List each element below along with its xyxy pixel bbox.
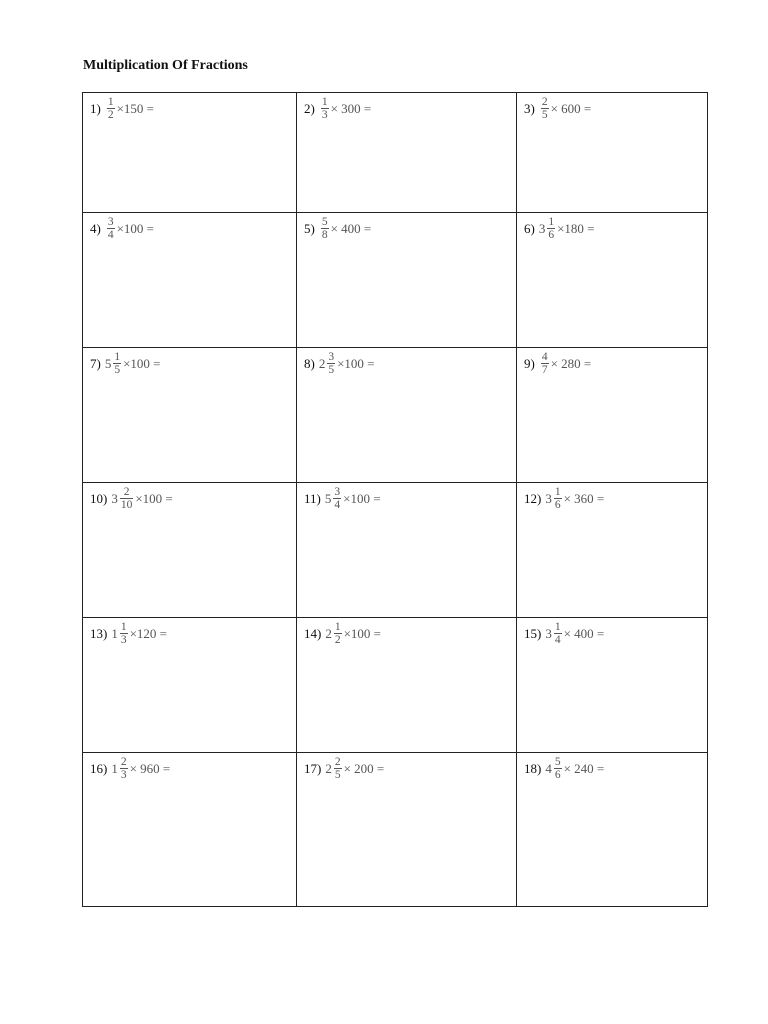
whole-number: 2 xyxy=(318,356,326,371)
numerator: 1 xyxy=(114,351,121,363)
whole-number: 1 xyxy=(111,761,118,776)
problem-expression xyxy=(524,756,604,781)
problem-number: 15) xyxy=(524,626,542,641)
problem-expression xyxy=(304,621,381,646)
numerator: 1 xyxy=(120,621,127,633)
problem-cell xyxy=(517,93,708,213)
problem-cell xyxy=(517,753,708,907)
fraction xyxy=(107,96,115,121)
fraction xyxy=(333,486,341,511)
problem-cell xyxy=(517,618,708,753)
problem-cell xyxy=(83,93,297,213)
denominator: 2 xyxy=(334,634,341,646)
problem-number: 6) xyxy=(524,221,535,236)
multiplier: × 240 = xyxy=(563,761,605,776)
denominator: 6 xyxy=(548,229,555,241)
problem-expression xyxy=(304,351,375,376)
problem-expression xyxy=(90,96,154,121)
problem-number: 12) xyxy=(524,491,542,506)
fraction xyxy=(541,96,549,121)
problem-expression xyxy=(304,756,384,781)
problem-cell xyxy=(83,753,297,907)
problem-expression xyxy=(90,216,154,241)
problem-number: 14) xyxy=(304,626,322,641)
fraction xyxy=(334,621,342,646)
problem-cell xyxy=(297,348,517,483)
problem-expression xyxy=(304,216,371,241)
denominator: 4 xyxy=(554,634,561,646)
problem-cell xyxy=(297,618,517,753)
problem-cell xyxy=(517,348,708,483)
whole-number: 2 xyxy=(325,626,332,641)
problem-expression xyxy=(90,486,173,511)
fraction xyxy=(554,756,562,781)
whole-number: 3 xyxy=(545,626,552,641)
fraction xyxy=(120,756,128,781)
numerator: 3 xyxy=(334,486,341,498)
multiplier: × 300 = xyxy=(330,101,372,116)
numerator: 1 xyxy=(107,96,114,108)
problem-cell xyxy=(83,483,297,618)
denominator: 5 xyxy=(328,364,335,376)
multiplier: ×100 = xyxy=(116,221,155,236)
problem-number: 2) xyxy=(304,101,315,116)
multiplier: × 400 = xyxy=(563,626,605,641)
problem-number: 16) xyxy=(90,761,108,776)
numerator: 5 xyxy=(554,756,561,768)
denominator: 3 xyxy=(120,769,127,781)
numerator: 3 xyxy=(107,216,114,228)
multiplier: × 600 = xyxy=(550,101,592,116)
multiplier: × 360 = xyxy=(563,491,605,506)
problem-expression xyxy=(524,216,595,241)
denominator: 5 xyxy=(334,769,341,781)
problem-number: 13) xyxy=(90,626,108,641)
denominator: 8 xyxy=(321,229,328,241)
numerator: 2 xyxy=(123,486,130,498)
fraction xyxy=(120,621,128,646)
problem-cell xyxy=(297,753,517,907)
multiplier: ×120 = xyxy=(129,626,168,641)
whole-number: 3 xyxy=(538,221,546,236)
problem-number: 7) xyxy=(90,356,101,371)
fraction xyxy=(547,216,555,241)
denominator: 4 xyxy=(107,229,114,241)
numerator: 1 xyxy=(321,96,328,108)
fraction xyxy=(107,216,115,241)
denominator: 5 xyxy=(114,364,121,376)
numerator: 4 xyxy=(541,351,548,363)
whole-number: 3 xyxy=(545,491,552,506)
numerator: 5 xyxy=(321,216,328,228)
problem-expression xyxy=(304,96,371,121)
fraction xyxy=(554,621,562,646)
problem-cell xyxy=(83,213,297,348)
multiplier: ×150 = xyxy=(116,101,155,116)
multiplier: × 200 = xyxy=(343,761,385,776)
numerator: 1 xyxy=(548,216,555,228)
problem-expression xyxy=(304,486,381,511)
problem-number: 4) xyxy=(90,221,101,236)
fraction xyxy=(554,486,562,511)
numerator: 2 xyxy=(334,756,341,768)
problem-cell xyxy=(297,483,517,618)
problem-number: 5) xyxy=(304,221,315,236)
multiplier: ×100 = xyxy=(343,491,381,506)
numerator: 1 xyxy=(554,486,561,498)
denominator: 7 xyxy=(541,364,548,376)
numerator: 2 xyxy=(120,756,127,768)
whole-number: 3 xyxy=(111,491,118,506)
problem-number: 18) xyxy=(524,761,542,776)
problem-number: 3) xyxy=(524,101,535,116)
denominator: 4 xyxy=(334,499,341,511)
denominator: 2 xyxy=(107,109,114,121)
problem-expression xyxy=(524,351,591,376)
multiplier: ×100 = xyxy=(343,626,382,641)
numerator: 2 xyxy=(541,96,548,108)
denominator: 3 xyxy=(321,109,328,121)
problem-grid xyxy=(82,92,708,907)
problem-number: 1) xyxy=(90,101,101,116)
problem-cell xyxy=(83,618,297,753)
whole-number: 5 xyxy=(324,491,332,506)
multiplier: × 960 = xyxy=(129,761,171,776)
problem-number: 11) xyxy=(304,491,321,506)
numerator: 3 xyxy=(328,351,335,363)
whole-number: 2 xyxy=(325,761,332,776)
page-title: Multiplication Of Fractions xyxy=(83,58,248,73)
problem-number: 17) xyxy=(304,761,322,776)
whole-number: 1 xyxy=(111,626,118,641)
problem-cell xyxy=(83,348,297,483)
fraction xyxy=(113,351,121,376)
fraction xyxy=(321,216,329,241)
fraction xyxy=(120,486,134,511)
problem-expression xyxy=(524,486,604,511)
whole-number: 5 xyxy=(104,356,112,371)
numerator: 1 xyxy=(554,621,561,633)
multiplier: × 280 = xyxy=(550,356,592,371)
problem-cell xyxy=(517,483,708,618)
problem-expression xyxy=(90,351,161,376)
fraction xyxy=(327,351,335,376)
denominator: 6 xyxy=(554,499,561,511)
fraction xyxy=(321,96,329,121)
denominator: 10 xyxy=(120,499,133,511)
problem-number: 8) xyxy=(304,356,315,371)
multiplier: ×100 = xyxy=(337,356,375,371)
numerator: 1 xyxy=(334,621,341,633)
denominator: 3 xyxy=(120,634,127,646)
problem-number: 10) xyxy=(90,491,108,506)
multiplier: ×180 = xyxy=(557,221,595,236)
problem-expression xyxy=(524,96,591,121)
problem-number: 9) xyxy=(524,356,535,371)
problem-expression xyxy=(524,621,604,646)
problem-cell xyxy=(297,93,517,213)
denominator: 6 xyxy=(554,769,561,781)
whole-number: 4 xyxy=(545,761,552,776)
multiplier: ×100 = xyxy=(135,491,173,506)
multiplier: ×100 = xyxy=(123,356,161,371)
denominator: 5 xyxy=(541,109,548,121)
problem-cell xyxy=(517,213,708,348)
problem-cell xyxy=(297,213,517,348)
fraction xyxy=(541,351,549,376)
multiplier: × 400 = xyxy=(330,221,372,236)
problem-expression xyxy=(90,621,167,646)
fraction xyxy=(334,756,342,781)
problem-expression xyxy=(90,756,170,781)
